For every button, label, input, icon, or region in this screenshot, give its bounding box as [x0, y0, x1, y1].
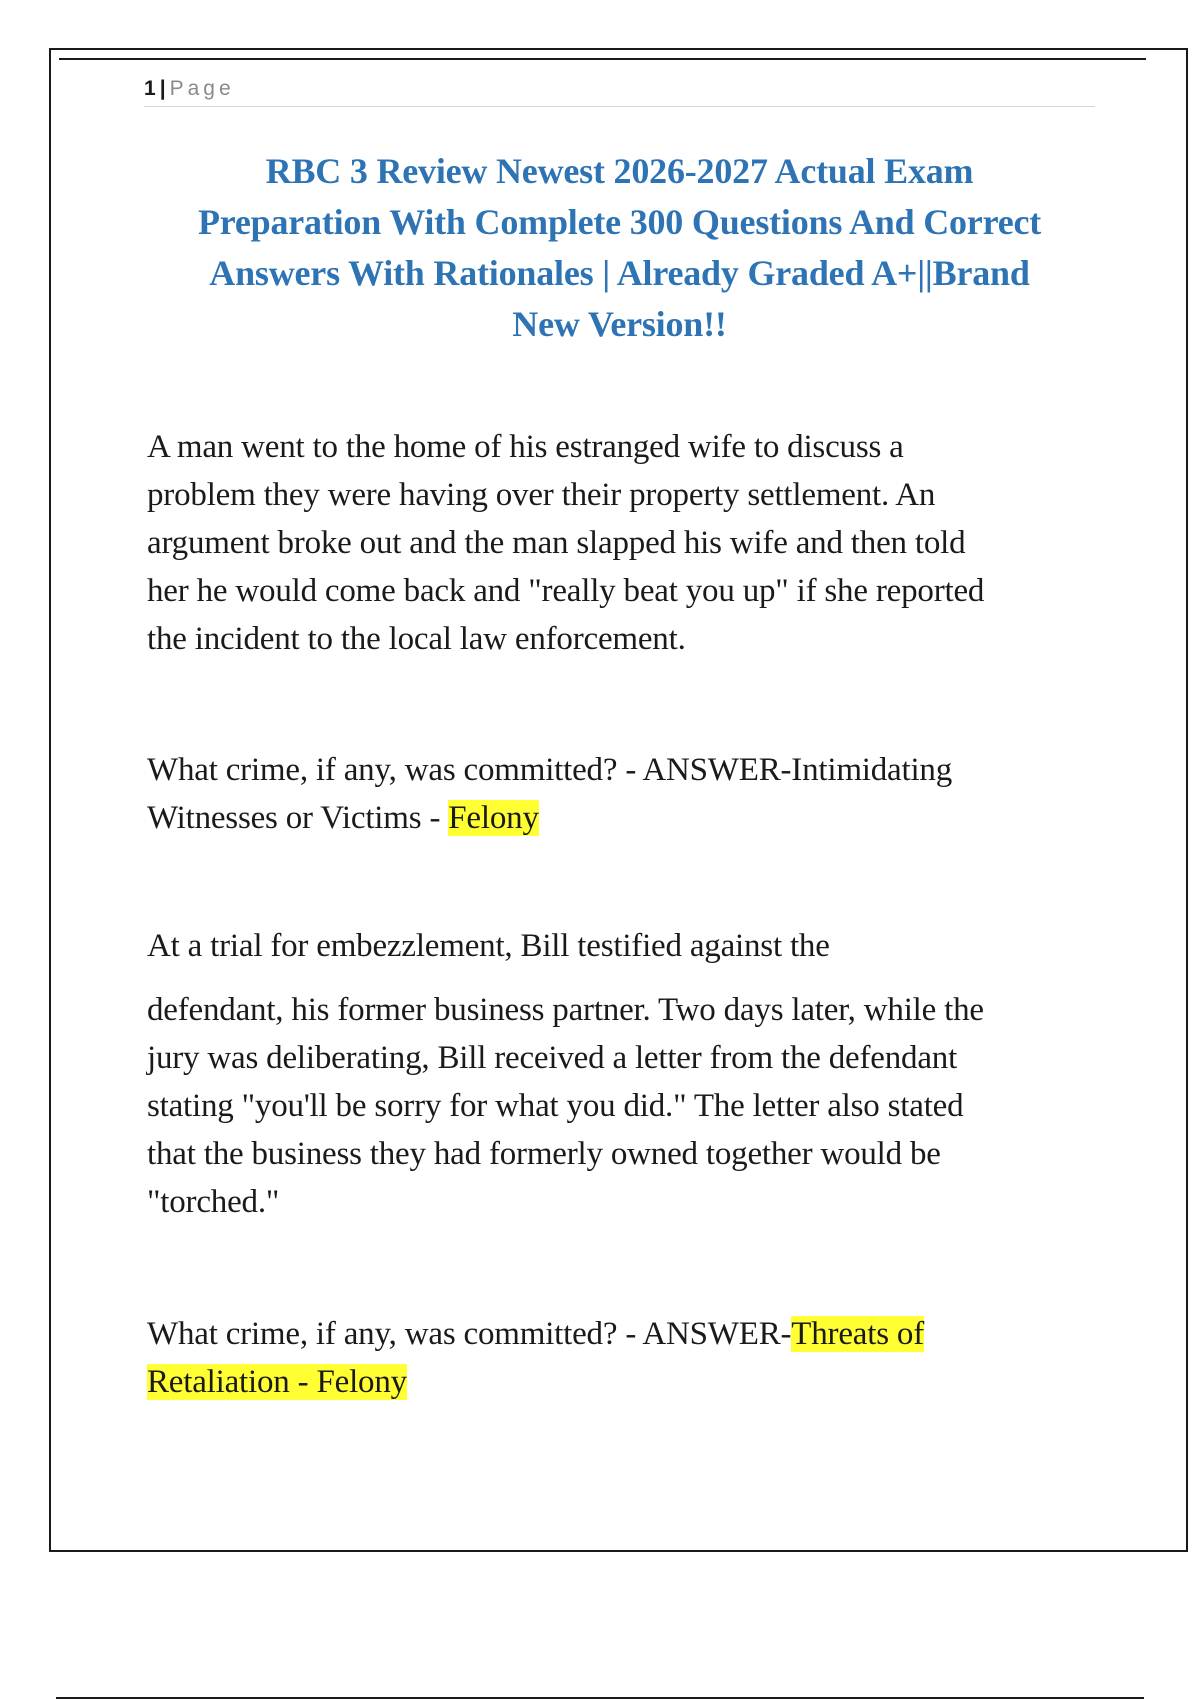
answer-2-highlight: Threats of Retaliation - Felony: [147, 1316, 924, 1400]
page-label: Page: [169, 77, 235, 100]
scenario-1: A man went to the home of his estranged wife to discuss a problem they were having over their property settlement. An argument broke out and the man slapped his wife and then told her he would come back and "really beat you up" if she reported the incident to the local law enforcement.: [147, 429, 985, 657]
scenario-2-first-line: At a trial for embezzlement, Bill testified against the: [147, 928, 830, 964]
question-answer-1: [147, 746, 1137, 842]
question-answer-2: [147, 1310, 1137, 1406]
document-title: RBC 3 Review Newest 2026-2027 Actual Exam Preparation With Complete 300 Questions And Correct Answers With Rationales | Already Graded A+||Brand New Version!!: [197, 151, 1042, 344]
scenario-2: defendant, his former business partner. Two days later, while the jury was deliberating, Bill received a letter from the defendant stating "you'll be sorry for what you did." The letter also stated that the business they had formerly owned together would be "torched.": [147, 992, 984, 1220]
question-2-text: What crime, if any, was committed? - ANSWER-: [147, 1316, 792, 1352]
next-page-top-rule: [56, 1697, 1144, 1699]
page-header: [144, 72, 1095, 107]
answer-1-highlight: Felony: [448, 800, 539, 836]
question-1-text: What crime, if any, was committed? - ANSWER-Intimidating Witnesses or Victims -: [147, 752, 953, 836]
page-number: 1: [144, 77, 156, 100]
top-rule: [59, 58, 1146, 60]
page-frame: [49, 48, 1188, 1552]
page-separator: |: [159, 77, 166, 100]
